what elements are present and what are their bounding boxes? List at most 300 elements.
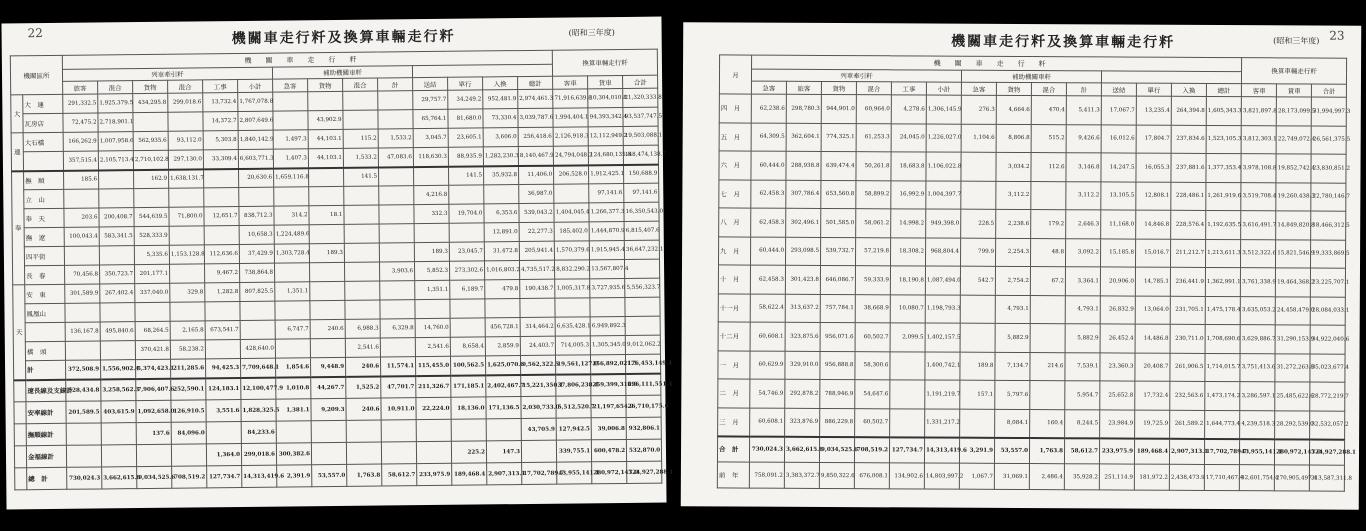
value-cell [311, 442, 346, 464]
value-cell: 1,213,611.3 [1205, 239, 1240, 268]
value-cell: 71,916,639.8 [553, 89, 588, 108]
column-header: 貨車 [1277, 84, 1312, 97]
value-cell: 1,638,131.7 [169, 169, 204, 188]
row-label [25, 322, 65, 341]
value-cell: 288,938.8 [786, 151, 821, 180]
value-cell: 3,606.0 [483, 128, 518, 147]
car-km-group-header: 換算車輛走行粁 [1242, 58, 1347, 85]
value-cell: 23,225,707.1 [1311, 268, 1346, 297]
value-cell: 60,964.0 [856, 95, 891, 124]
value-cell: 1,226,027.0 [926, 124, 961, 153]
value-cell: 22,277.3 [519, 222, 554, 241]
value-cell: 236,441.9 [1170, 267, 1205, 296]
value-cell [554, 184, 589, 203]
value-cell: 29,757.7 [413, 90, 448, 109]
value-cell: 5,512,520.7 [556, 396, 591, 418]
page-title: 機關車走行粁及換算車輛走行粁 [951, 33, 1176, 51]
value-cell [1030, 295, 1065, 324]
value-cell: 176,453,149.4 [626, 354, 661, 373]
value-cell: 19,704.0 [449, 204, 484, 223]
value-cell: 16,350,543.0 [624, 202, 659, 221]
value-cell: 12,651.7 [204, 206, 239, 225]
column-header: 計 [378, 78, 413, 91]
value-cell: 134,902.6 [889, 463, 924, 489]
value-cell [310, 338, 345, 357]
value-cell: 53,557.0 [312, 464, 347, 486]
value-cell: 3,751,413.6 [1240, 353, 1275, 382]
value-cell [381, 442, 416, 464]
value-cell: 60,629.9 [750, 351, 785, 380]
value-cell: 39,006.8 [591, 417, 626, 439]
value-cell: 141.5 [448, 166, 483, 185]
row-label: 四平街 [24, 246, 64, 265]
value-cell: 4,278.6 [891, 95, 926, 124]
value-cell [450, 299, 485, 318]
value-cell: 291,332.5 [63, 94, 98, 113]
value-cell: 2,126,918.3 [553, 127, 588, 146]
value-cell: 14,760.0 [415, 318, 450, 337]
value-cell: 362,604.1 [786, 123, 821, 152]
value-cell: 9,562,322.5 [520, 355, 555, 374]
value-cell: 350,723.7 [100, 265, 135, 284]
column-header: 小計 [926, 82, 961, 95]
value-cell: 5,852.3 [414, 261, 449, 280]
value-cell: 676,008.1 [854, 463, 889, 489]
value-cell: 137.6 [136, 422, 171, 444]
value-cell [346, 442, 381, 464]
value-cell: 313,587,311.8 [1309, 465, 1344, 491]
value-cell: 203.6 [64, 208, 99, 227]
row-label: 鳳凰山 [25, 303, 65, 322]
value-cell [273, 92, 308, 111]
value-cell [206, 421, 241, 443]
value-cell: 228,486.1 [1171, 182, 1206, 211]
row-label: 三 月 [718, 407, 750, 436]
value-cell: 1,912,425.1 [589, 164, 624, 183]
column-header: 旅客 [63, 81, 98, 94]
row-label: 奉 天 [24, 208, 64, 227]
region-label: 奉 [12, 171, 25, 285]
value-cell: 372,508.9 [66, 360, 101, 379]
column-header: 急客 [751, 81, 786, 94]
value-cell: 62,238.6 [751, 94, 786, 123]
value-cell: 126,910.5 [171, 400, 206, 422]
value-cell: 18,308.2 [890, 237, 925, 266]
value-cell: 26,452.4 [1100, 324, 1135, 353]
value-cell: 31,290,153.9 [1275, 325, 1310, 354]
value-cell [309, 262, 344, 281]
value-cell: 542.7 [960, 266, 995, 295]
value-cell: 62,458.3 [750, 265, 785, 294]
table-row [719, 179, 1346, 211]
value-cell: 332.3 [414, 204, 449, 223]
value-cell: 324,927,288.1 [1310, 439, 1345, 465]
value-cell: 31,994,997.3 [1311, 97, 1346, 126]
value-cell: 2,238.6 [996, 209, 1031, 238]
value-cell [204, 168, 239, 187]
value-cell: 65,764.1 [413, 109, 448, 128]
value-cell: 14,313,419.6 [242, 465, 277, 487]
value-cell: 1,377,353.4 [1206, 153, 1241, 182]
column-header: 急客 [961, 82, 996, 95]
page-title: 機關車走行粁及換算車輛走行粁 [231, 28, 456, 48]
value-cell: 13,064.0 [1135, 296, 1170, 325]
value-cell: 1,533.2 [378, 129, 413, 148]
value-cell: 1,444,870.9 [589, 221, 624, 240]
value-cell: 968,804.4 [925, 238, 960, 267]
value-cell: 528,434.8 [66, 379, 101, 401]
value-cell: 5,303.8 [203, 130, 238, 149]
value-cell: 1,191,219.7 [925, 380, 960, 409]
helper-locomotive-header: 補助機關車粁 [272, 66, 412, 79]
value-cell: 1,407.3 [273, 149, 308, 168]
group-header-part: 走行 [996, 59, 1039, 68]
value-cell: 738,864.8 [239, 263, 274, 282]
value-cell: 47,701.7 [381, 376, 416, 398]
value-cell: 11,574.1 [380, 357, 415, 376]
value-cell: 68,264.5 [135, 321, 170, 340]
value-cell: 14,785.1 [1135, 267, 1170, 296]
value-cell: 3,812,303.1 [1241, 125, 1276, 154]
value-cell: 211,285.6 [170, 359, 205, 378]
value-cell: 267,402.4 [100, 284, 135, 303]
value-cell: 20,408.7 [1135, 353, 1170, 382]
column-header: 貨物 [996, 82, 1031, 95]
value-cell [274, 187, 309, 206]
value-cell: 16,012.6 [1101, 124, 1136, 153]
value-cell [520, 298, 555, 317]
value-cell [380, 281, 415, 300]
value-cell: 32,532,057.2 [1310, 411, 1345, 440]
value-cell: 952,481.9 [483, 90, 518, 109]
value-cell: 21,197,654.9 [591, 395, 626, 417]
value-cell [961, 181, 996, 210]
value-cell: 1,067.7 [959, 463, 994, 489]
value-cell: 127,942.5 [556, 418, 591, 440]
value-cell: 57,219.8 [855, 237, 890, 266]
value-cell: 2,105,713.4 [98, 151, 133, 170]
group-header-part: 機關車 [244, 55, 308, 65]
value-cell: 1,092,658.0 [136, 400, 171, 422]
value-cell [276, 421, 311, 443]
value-cell: 3,662,615.8 [102, 467, 137, 489]
value-cell: 3,727,935.6 [590, 278, 625, 297]
column-header: 客車 [553, 76, 588, 89]
region-label: 連 [11, 133, 23, 171]
column-header: 貨物 [821, 81, 856, 94]
column-header: 單行 [448, 77, 483, 90]
value-cell: 84,233.6 [241, 421, 276, 443]
value-cell: 148,474,138.7 [623, 145, 658, 164]
value-cell: 48.8 [1030, 238, 1065, 267]
value-cell: 23,605.1 [448, 128, 483, 147]
value-cell: 646,086.7 [820, 265, 855, 294]
value-cell: 97,141.6 [624, 183, 659, 202]
value-cell: 1,192,635.5 [1206, 210, 1241, 239]
value-cell: 10,658.3 [239, 225, 274, 244]
value-cell [344, 262, 379, 281]
value-cell: 43,902.9 [308, 110, 343, 129]
value-cell: 470.4 [1031, 96, 1066, 125]
value-cell [136, 444, 171, 466]
value-cell: 11,168.0 [1101, 210, 1136, 239]
value-cell: 3,821,897.8 [1241, 97, 1276, 126]
column-header: 混合 [1031, 83, 1066, 96]
value-cell: 302,496.1 [786, 208, 821, 237]
row-label: 安率線計 [26, 401, 66, 423]
value-cell [133, 112, 168, 131]
value-cell: 1,305,345.0 [590, 335, 625, 354]
value-cell: 1,005,317.8 [555, 279, 590, 298]
value-cell: 7,539.1 [1065, 352, 1100, 381]
value-cell: 26,832.9 [1100, 295, 1135, 324]
value-cell: 20,630.6 [239, 168, 274, 187]
column-header: 總計 [1206, 83, 1241, 96]
value-cell: 653,560.8 [821, 180, 856, 209]
value-cell: 3,034.2 [996, 152, 1031, 181]
value-cell [345, 300, 380, 319]
column-header: 入換 [1171, 83, 1206, 96]
value-cell [449, 185, 484, 204]
page-number: 23 [1329, 28, 1345, 43]
value-cell [64, 189, 99, 208]
value-cell: 19,333,869.5 [1311, 240, 1346, 269]
value-cell: 18,683.8 [891, 152, 926, 181]
value-cell: 150,688.9 [624, 164, 659, 183]
value-cell: 18,466,312.5 [1311, 211, 1346, 240]
value-cell [380, 300, 415, 319]
value-cell [204, 187, 239, 206]
value-cell: 19,260,438.3 [1276, 182, 1311, 211]
value-cell: 1,475,178.4 [1205, 296, 1240, 325]
value-cell: 2,402,467.7 [486, 375, 521, 397]
value-cell: 276.3 [961, 95, 996, 124]
value-cell: 292,878.2 [785, 379, 820, 408]
fiscal-year-note: (昭和三年度) [568, 28, 615, 38]
region-blank [14, 402, 26, 424]
value-cell [308, 91, 343, 110]
value-cell: 23,045.7 [449, 242, 484, 261]
value-cell [379, 186, 414, 205]
value-cell: 147.3 [486, 441, 521, 463]
value-cell: 13,732.4 [203, 92, 238, 111]
row-label: 計 [26, 360, 66, 379]
value-cell: 94,425.3 [205, 358, 240, 377]
value-cell: 1,533.2 [343, 148, 378, 167]
value-cell [100, 303, 135, 322]
column-header: 送結 [1101, 83, 1136, 96]
value-cell: 1,915,945.4 [589, 240, 624, 259]
value-cell: 714,005.3 [555, 336, 590, 355]
value-cell: 13,567,807.4 [590, 259, 625, 278]
value-cell: 12,891.0 [484, 223, 519, 242]
value-cell: 3,112.2 [1066, 181, 1101, 210]
value-cell: 14,372.7 [203, 111, 238, 130]
value-cell [379, 205, 414, 224]
value-cell: 36,647,232.1 [624, 240, 659, 259]
helper-locomotive-header: 補助機關車粁 [961, 70, 1101, 83]
value-cell: 8,832,290.2 [555, 260, 590, 279]
value-cell: 528,333.9 [134, 226, 169, 245]
row-label: 大石橋 [23, 132, 63, 151]
value-cell [960, 409, 995, 438]
value-cell: 211,326.7 [416, 375, 451, 397]
value-cell: 9,034,525.6 [819, 436, 854, 462]
value-cell: 261,589.2 [1170, 410, 1205, 439]
value-cell: 562,935.6 [133, 131, 168, 150]
value-cell: 1,404,045.4 [554, 203, 589, 222]
value-cell: 127,734.7 [207, 465, 242, 487]
value-cell: 5,335.6 [134, 245, 169, 264]
value-cell: 171,185.1 [451, 375, 486, 397]
value-cell: 230,711.0 [1170, 324, 1205, 353]
value-cell: 3,629,886.7 [1240, 325, 1275, 354]
column-header: 小計 [238, 79, 273, 92]
value-cell: 185,402.0 [554, 222, 589, 241]
value-cell [380, 338, 415, 357]
value-cell: 3,258,562.3 [101, 379, 136, 401]
value-cell: 19,464,368.2 [1276, 268, 1311, 297]
value-cell: 9,448.9 [310, 357, 345, 376]
row-label: 十二月 [718, 322, 750, 351]
value-cell: 583,341.5 [99, 227, 134, 246]
value-cell [343, 110, 378, 129]
value-cell [65, 303, 100, 322]
value-cell: 1,994,404.1 [553, 108, 588, 127]
value-cell: 1,381.1 [276, 399, 311, 421]
value-cell: 81,680.0 [448, 109, 483, 128]
value-cell: 1,402,157.5 [925, 323, 960, 352]
value-cell: 544,639.5 [134, 207, 169, 226]
value-cell: 6,329.8 [380, 319, 415, 338]
value-cell [205, 301, 240, 320]
value-cell: 479.8 [485, 280, 520, 299]
value-cell: 3,761,338.9 [1241, 268, 1276, 297]
value-cell [311, 420, 346, 442]
column-header: 混合 [343, 78, 378, 91]
value-cell [309, 186, 344, 205]
region-blank [14, 380, 26, 402]
value-cell: 60,502.7 [855, 323, 890, 352]
value-cell [521, 440, 556, 462]
row-label: 十一月 [718, 293, 750, 322]
value-cell: 17,067.7 [1101, 96, 1136, 125]
value-cell: 62,458.3 [751, 208, 786, 237]
value-cell: 337,040.0 [135, 283, 170, 302]
row-label: 立 山 [24, 189, 64, 208]
value-cell [484, 185, 519, 204]
value-cell: 2,391.9 [277, 465, 312, 487]
value-cell: 323,876.9 [785, 408, 820, 437]
value-cell: 115,455.0 [415, 356, 450, 375]
train-haulage-header: 列車牽引粁 [62, 67, 272, 81]
value-cell: 14,803,997.2 [924, 463, 959, 489]
value-cell [170, 302, 205, 321]
value-cell: 1,708,690.6 [1205, 324, 1240, 353]
value-cell: 3,112.2 [996, 181, 1031, 210]
value-cell: 58,899.2 [856, 180, 891, 209]
value-cell: 18.1 [309, 205, 344, 224]
row-label: 瓦房店 [23, 113, 63, 132]
value-cell [378, 167, 413, 186]
value-cell: 434,295.8 [133, 93, 168, 112]
value-cell: 240.6 [346, 398, 381, 420]
value-cell: 5,374,423.1 [136, 359, 171, 378]
table-row [719, 208, 1346, 240]
value-cell: 93,112.0 [168, 131, 203, 150]
value-cell: 730,024.3 [67, 467, 102, 489]
value-cell: 501,585.0 [821, 208, 856, 237]
value-cell [344, 243, 379, 262]
value-cell: 2,099.5 [890, 323, 925, 352]
value-cell: 3,383,372.7 [784, 462, 819, 488]
value-cell [379, 224, 414, 243]
value-cell [344, 224, 379, 243]
value-cell: 296,111,551.4 [626, 373, 661, 395]
value-cell: 23,360.3 [1100, 352, 1135, 381]
blank-header [1101, 71, 1241, 84]
value-cell: 1,497.3 [273, 130, 308, 149]
column-header: 混合 [98, 81, 133, 94]
value-cell: 157.1 [960, 380, 995, 409]
value-cell [890, 408, 925, 437]
value-cell: 1,570,379.6 [554, 241, 589, 260]
value-cell: 1,266,377.3 [589, 202, 624, 221]
value-cell: 299,018.6 [168, 93, 203, 112]
value-cell: 2,646.3 [1066, 210, 1101, 239]
value-cell: 7,906,407.6 [136, 378, 171, 400]
table-row [718, 379, 1345, 411]
value-cell: 34,922,040.6 [1310, 325, 1345, 354]
value-cell: 124,680,135.8 [588, 145, 623, 164]
value-cell: 357,515.4 [63, 151, 98, 170]
value-cell: 1,351.1 [275, 282, 310, 301]
value-cell [961, 152, 996, 181]
row-label: 撫 遼 [24, 227, 64, 246]
value-cell [65, 341, 100, 360]
value-cell: 240.6 [310, 319, 345, 338]
value-cell: 44,267.7 [311, 376, 346, 398]
table-row [717, 436, 1344, 465]
value-cell [169, 188, 204, 207]
value-cell: 31,472.8 [484, 242, 519, 261]
value-cell: 280,972,147.0 [1275, 439, 1310, 465]
value-cell: 54,647.6 [855, 380, 890, 409]
column-header: 旅客 [786, 81, 821, 94]
value-cell: 2,710,102.8 [133, 150, 168, 169]
value-cell: 1,523,105.3 [1206, 125, 1241, 154]
value-cell: 6,189.7 [450, 280, 485, 299]
value-cell: 97,141.6 [589, 183, 624, 202]
value-cell: 2,165.8 [170, 321, 205, 340]
value-cell [171, 444, 206, 466]
value-cell: 17,710,467.4 [1204, 464, 1239, 490]
value-cell: 16,992.9 [891, 180, 926, 209]
value-cell: 232,563.6 [1170, 381, 1205, 410]
value-cell: 240.6 [345, 357, 380, 376]
value-cell: 12,112,949.2 [588, 126, 623, 145]
row-label: 撫順線計 [26, 423, 66, 445]
value-cell: 838,712.3 [239, 206, 274, 225]
table-row [717, 462, 1344, 491]
value-cell: 1,224,489.6 [274, 225, 309, 244]
value-cell: 189.8 [960, 352, 995, 381]
table-row [719, 94, 1346, 126]
value-cell [486, 419, 521, 441]
value-cell: 9,426.6 [1066, 124, 1101, 153]
value-cell: 12,100,477.9 [241, 377, 276, 399]
value-cell [275, 301, 310, 320]
